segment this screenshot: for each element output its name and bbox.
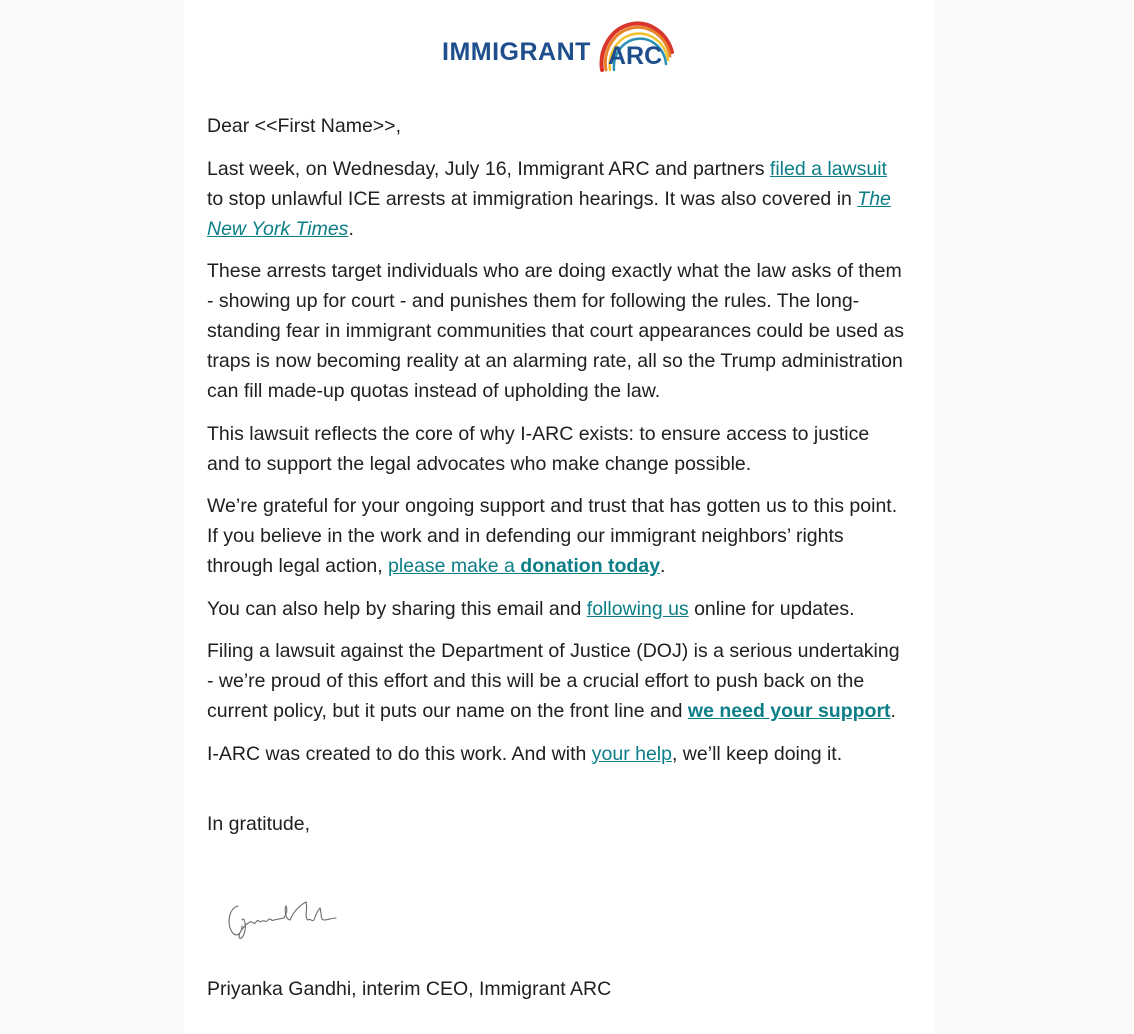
p1-text-middle: to stop unlawful ICE arrests at immigration hearings. It was also covered in bbox=[207, 187, 858, 210]
p5-text-after: online for updates. bbox=[688, 597, 855, 620]
signer-name: Priyanka Gandhi, interim CEO, Immigrant ARC bbox=[207, 978, 612, 1000]
immigrant-arc-logo[interactable] bbox=[442, 12, 682, 76]
donation-link-bold: donation today bbox=[520, 555, 661, 577]
closing-salutation: In gratitude, bbox=[207, 812, 310, 835]
p1-text-before: Last week, on Wednesday, July 16, Immigrant ARC and partners bbox=[207, 157, 770, 180]
signature-image bbox=[224, 890, 349, 950]
p6-text-before: Filing a lawsuit against the Department of Justice (DOJ) is a serious undertaking - we’re proud of this effort and this will be a crucial effort to push back on the current policy, but it puts our name on the front line and bbox=[207, 640, 900, 722]
logo-wordmark bbox=[442, 38, 591, 67]
filed-a-lawsuit-link[interactable]: filed a lawsuit bbox=[769, 157, 887, 180]
paragraph-mission: This lawsuit reflects the core of why I-ARC exists: to ensure access to justice and to support the legal advocates who make change possible. bbox=[207, 422, 870, 475]
email-body bbox=[207, 111, 907, 851]
p6-text-after: . bbox=[890, 700, 896, 722]
logo-text-arc: ARC bbox=[608, 42, 663, 70]
paragraph-lawsuit bbox=[207, 154, 907, 244]
paragraph-arrests: These arrests target individuals who are doing exactly what the law asks of them - showing up for court - and punishes them for following the rules. The long-standing fear in immigrant communities that court appearances could be used as traps is now becoming reality at an alarming rate, all so the Trump administration can fill made-up quotas instead of upholding the law. bbox=[207, 260, 904, 402]
we-need-your-support-link[interactable]: we need your support bbox=[687, 700, 891, 722]
logo-text-immigrant: IMMIGRANT bbox=[442, 38, 591, 66]
p4-text-after: . bbox=[660, 555, 666, 577]
paragraph-donate bbox=[207, 491, 907, 581]
p1-text-after: . bbox=[348, 217, 354, 240]
p4-text-before: We’re grateful for your ongoing support and trust that has gotten us to this point. If you believe in the work and in defending our immigrant neighbors’ rights through legal action, bbox=[207, 495, 898, 577]
logo-arc-icon bbox=[592, 12, 678, 76]
p5-text-before: You can also help by sharing this email and bbox=[207, 597, 587, 620]
p7-text-after: , we’ll keep doing it. bbox=[671, 742, 843, 765]
donation-link-plain: please make a bbox=[388, 555, 521, 577]
greeting: Dear <<First Name>>, bbox=[207, 115, 401, 137]
following-us-link[interactable]: following us bbox=[586, 597, 689, 620]
paragraph-doj bbox=[207, 636, 907, 726]
paragraph-help bbox=[207, 739, 907, 769]
new-york-times-link[interactable]: The New York Times bbox=[207, 187, 891, 240]
donation-today-link[interactable] bbox=[388, 555, 660, 577]
email-card bbox=[184, 0, 935, 1034]
paragraph-share bbox=[207, 594, 907, 624]
your-help-link[interactable]: your help bbox=[591, 742, 672, 765]
p7-text-before: I-ARC was created to do this work. And with bbox=[207, 742, 592, 765]
